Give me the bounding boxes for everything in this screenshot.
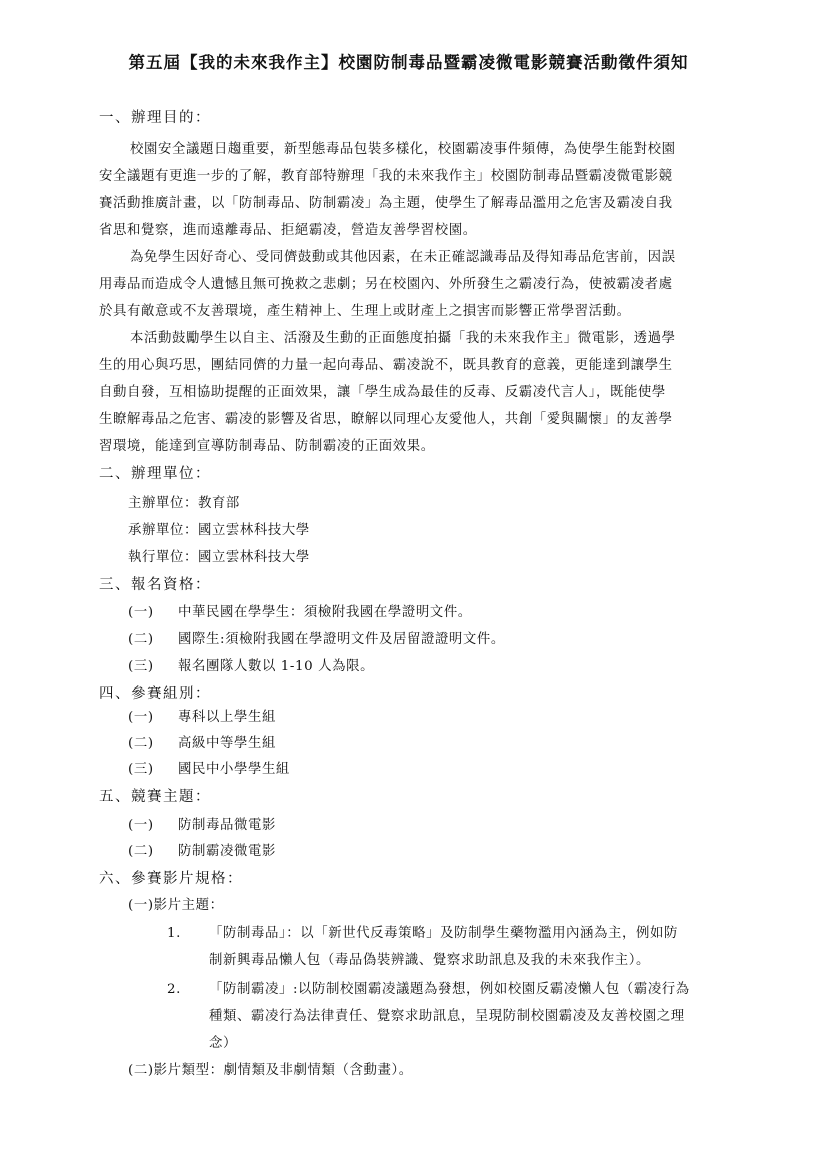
ordered-list-text: 「防制霸凌」:以防制校園霸凌議題為發想，例如校園反霸凌懶人包（霸凌行為 xyxy=(209,982,690,997)
document-title: 第五屆【我的未來我作主】校園防制毒品暨霸凌微電影競賽活動徵件須知 xyxy=(128,53,689,72)
paragraph-line: 於具有敵意或不友善環境，產生精神上、生理上或財產上之損害而影響正常學習活動。 xyxy=(99,304,631,319)
paragraph-line: 賽活動推廣計畫，以「防制毒品、防制霸凌」為主題，使學生了解毒品濫用之危害及霸凌自我 xyxy=(99,196,673,211)
ordered-list-item xyxy=(167,978,690,997)
organizer-line: 主辦單位：教育部 xyxy=(128,496,240,511)
list-item xyxy=(128,706,276,725)
section-heading-purpose: 一、辦理目的： xyxy=(99,110,211,126)
list-item xyxy=(128,814,276,833)
list-item-number: (一) xyxy=(128,710,154,725)
section-heading-eligibility: 三、報名資格： xyxy=(99,577,211,593)
paragraph-line: 校園安全議題日趨重要，新型態毒品包裝多樣化，校園霸凌事件頻傳，為使學生能對校園 xyxy=(130,142,676,157)
list-item xyxy=(128,840,276,859)
list-item-text: 防制霸凌微電影 xyxy=(178,844,276,859)
ordered-list-continuation: 制新興毒品懶人包（毒品偽裝辨識、覺察求助訊息及我的未來我作主）。 xyxy=(209,953,650,968)
subsection-heading: (一)影片主題： xyxy=(128,898,224,913)
subsection-heading: (二)影片類型：劇情類及非劇情類（含動畫）。 xyxy=(128,1063,413,1078)
list-item-text: 報名團隊人數以 1-10 人為限。 xyxy=(178,659,375,674)
paragraph-line: 生的用心與巧思，團結同儕的力量一起向毒品、霸凌說不，既具教育的意義，更能達到讓學生 xyxy=(99,358,673,373)
list-item-number: (二) xyxy=(128,736,154,751)
section-heading-themes: 五、競賽主題： xyxy=(99,789,211,805)
list-item-number: (一) xyxy=(128,818,154,833)
list-item-number: (三) xyxy=(128,659,154,674)
list-item-text: 國民中小學學生組 xyxy=(178,762,290,777)
paragraph-line: 為免學生因好奇心、受同儕鼓動或其他因素，在未正確認識毒品及得知毒品危害前，因誤 xyxy=(130,250,676,265)
section-heading-categories: 四、參賽組別： xyxy=(99,686,211,702)
paragraph-line: 本活動鼓勵學生以自主、活潑及生動的正面態度拍攝「我的未來我作主」微電影，透過學 xyxy=(130,331,676,346)
ordered-list-continuation: 種類、霸凌行為法律責任、覺察求助訊息，呈現防制校園霸凌及友善校園之理 xyxy=(209,1009,685,1024)
paragraph-line: 習環境，能達到宣導防制毒品、防制霸凌的正面效果。 xyxy=(99,439,435,454)
list-item-text: 高級中等學生組 xyxy=(178,736,276,751)
paragraph-line: 省思和覺察，進而遠離毒品、拒絕霸凌，營造友善學習校園。 xyxy=(99,223,477,238)
ordered-list-continuation: 念） xyxy=(209,1036,237,1051)
list-item-number: (一) xyxy=(128,605,154,620)
paragraph-line: 用毒品而造成令人遺憾且無可挽救之悲劇；另在校園內、外所發生之霸凌行為，使被霸凌者處 xyxy=(99,277,673,292)
list-item-number: (三) xyxy=(128,762,154,777)
list-item-number: (二) xyxy=(128,844,154,859)
list-item-text: 國際生:須檢附我國在學證明文件及居留證證明文件。 xyxy=(178,632,505,647)
organizer-line: 承辦單位：國立雲林科技大學 xyxy=(128,523,310,538)
list-item xyxy=(128,732,276,751)
list-item xyxy=(128,655,374,674)
ordered-list-text: 「防制毒品」：以「新世代反毒策略」及防制學生藥物濫用內涵為主，例如防 xyxy=(209,926,678,941)
ordered-list-number: 2. xyxy=(167,982,181,997)
list-item-text: 專科以上學生組 xyxy=(178,710,276,725)
list-item-text: 防制毒品微電影 xyxy=(178,818,276,833)
ordered-list-number: 1. xyxy=(167,926,181,941)
organizer-line: 執行單位：國立雲林科技大學 xyxy=(128,550,310,565)
paragraph-line: 自動自發，互相協助提醒的正面效果，讓「學生成為最佳的反毒、反霸凌代言人」，既能使學 xyxy=(99,385,666,400)
list-item-text: 中華民國在學學生：須檢附我國在學證明文件。 xyxy=(178,605,472,620)
paragraph-line: 安全議題有更進一步的了解，教育部特辦理「我的未來我作主」校園防制毒品暨霸凌微電影競 xyxy=(99,169,673,184)
list-item xyxy=(128,601,472,620)
list-item-number: (二) xyxy=(128,632,154,647)
list-item xyxy=(128,628,505,647)
ordered-list-item xyxy=(167,922,678,941)
section-heading-video-specs: 六、參賽影片規格： xyxy=(99,871,243,887)
paragraph-line: 生瞭解毒品之危害、霸凌的影響及省思，瞭解以同理心友愛他人，共創「愛與關懷」的友善學 xyxy=(99,412,673,427)
list-item xyxy=(128,758,290,777)
section-heading-organizers: 二、辦理單位： xyxy=(99,466,211,482)
